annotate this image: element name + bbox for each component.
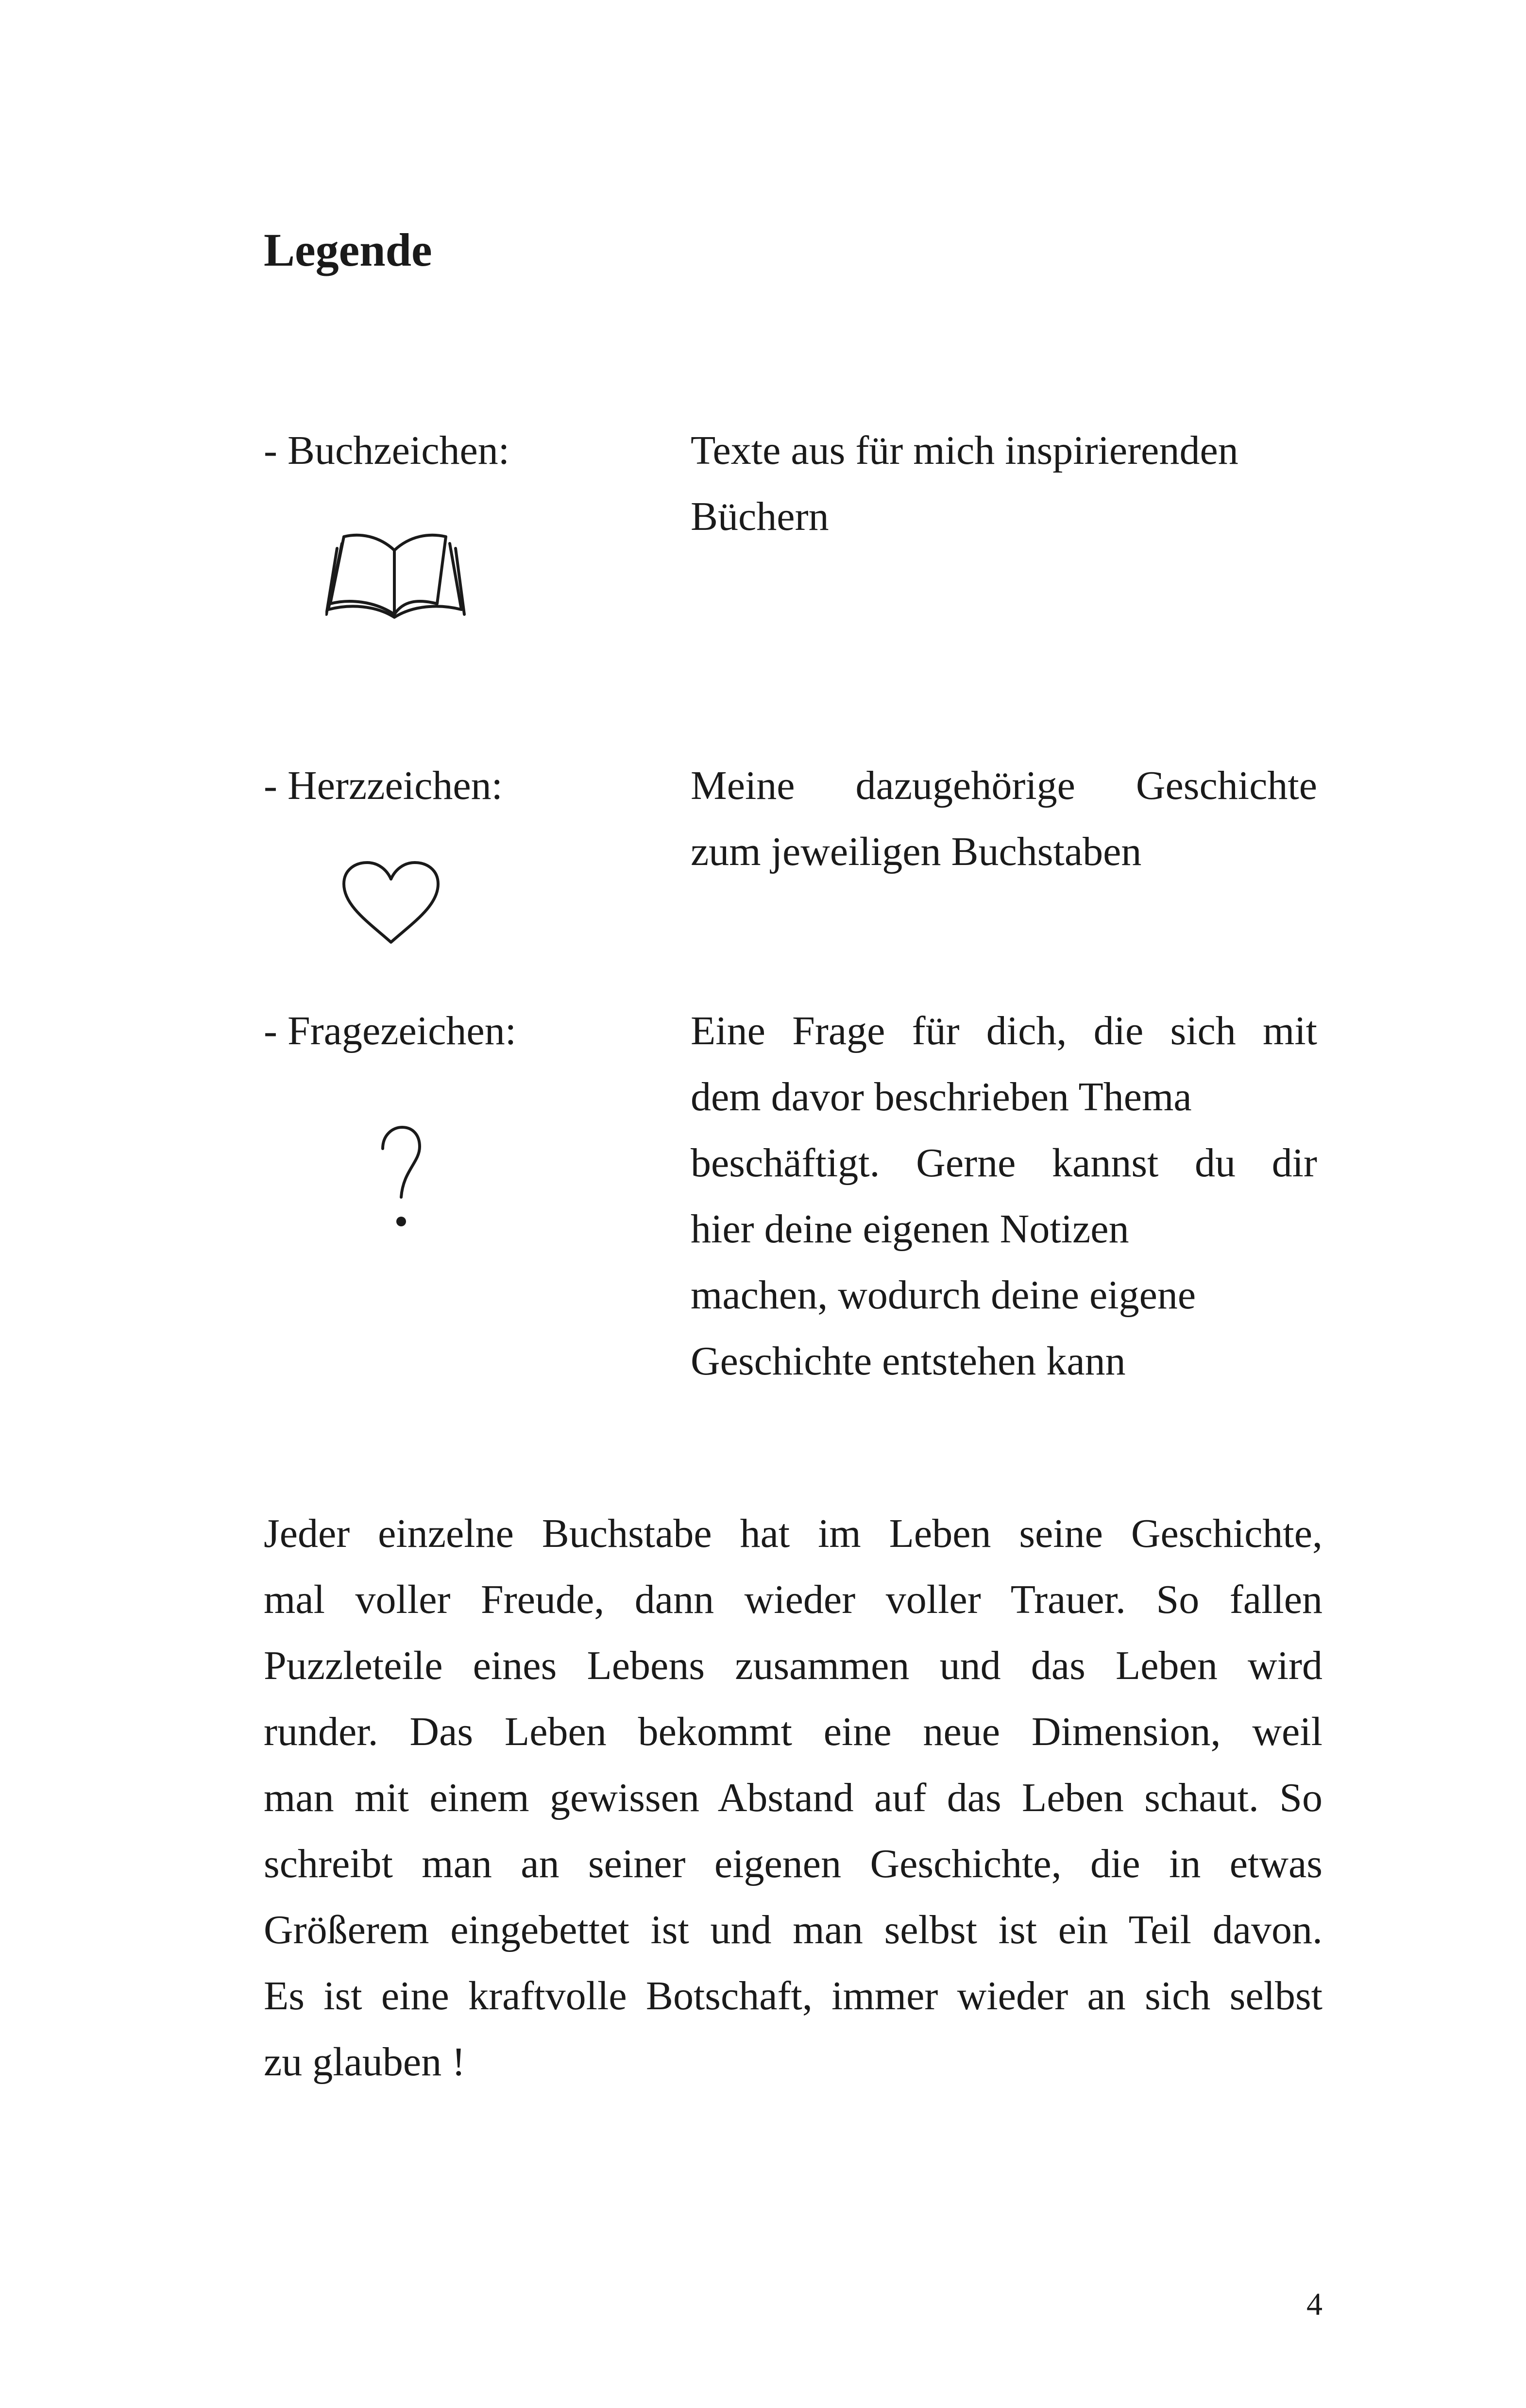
paragraph-line: schreibt man an seiner eigenen Geschichte, die in etwas [264,1841,1323,1886]
legend-label-fragezeichen: - Fragezeichen: [264,1008,517,1053]
paragraph-line: Größerem eingebettet ist und man selbst ist ein Teil davon. [264,1907,1323,1952]
legend-desc-line: beschäftigt. Gerne kannst du dir [691,1140,1317,1186]
question-mark-icon [379,1124,423,1231]
legend-desc-fragezeichen [691,998,1317,1394]
body-paragraph [264,1501,1323,2095]
paragraph-line: zu glauben ! [264,2039,466,2085]
legend-desc-line: hier deine eigenen Notizen [691,1206,1129,1252]
legend-label-herzzeichen: - Herzzeichen: [264,763,503,808]
legend-desc-line: Meine dazugehörige Geschichte [691,763,1317,808]
paragraph-line: man mit einem gewissen Abstand auf das Leben schaut. So [264,1775,1323,1820]
legend-desc-line: Texte aus für mich inspirierenden [691,428,1238,473]
open-book-icon [325,522,466,619]
heart-icon [340,860,442,947]
legend-desc-line: machen, wodurch deine eigene [691,1272,1196,1318]
paragraph-line: runder. Das Leben bekommt eine neue Dimension, weil [264,1709,1323,1754]
legend-desc-buchzeichen [691,418,1317,550]
legend-desc-line: Büchern [691,494,829,539]
paragraph-line: mal voller Freude, dann wieder voller Trauer. So fallen [264,1577,1323,1622]
paragraph-line: Jeder einzelne Buchstabe hat im Leben seine Geschichte, [264,1511,1323,1556]
legend-desc-line: zum jeweiligen Buchstaben [691,829,1142,874]
legend-label-buchzeichen: - Buchzeichen: [264,428,510,473]
page-title: Legende [264,224,432,276]
legend-desc-line: Eine Frage für dich, die sich mit [691,1008,1317,1053]
legend-desc-line: Geschichte entstehen kann [691,1339,1126,1384]
page-number: 4 [1306,2287,1323,2322]
legend-desc-line: dem davor beschrieben Thema [691,1074,1192,1119]
paragraph-line: Es ist eine kraftvolle Botschaft, immer wieder an sich selbst [264,1973,1323,2018]
paragraph-line: Puzzleteile eines Lebens zusammen und das Leben wird [264,1643,1323,1688]
legend-desc-herzzeichen [691,753,1317,885]
